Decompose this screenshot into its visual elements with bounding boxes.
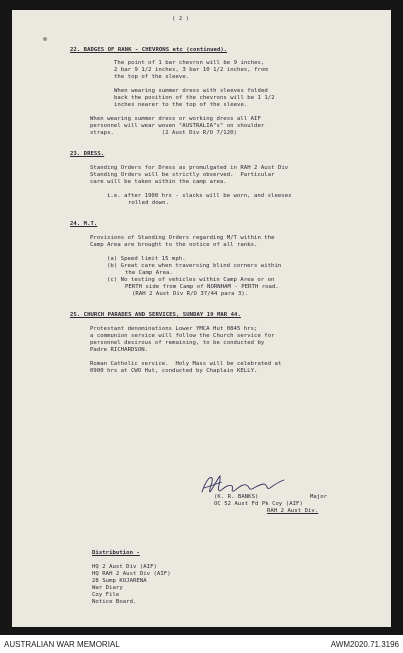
section-25-line: Protestant denominations Lower YMCA Hut 0845 hrs;: [90, 326, 258, 332]
page-number: ( 2 ): [172, 16, 190, 22]
signatory-name: (K. R. BANKS): [214, 494, 259, 500]
section-22-line: When wearing summer dress with sleeves folded: [114, 88, 268, 94]
section-25-line: 0900 hrs at CWO Hut, conducted by Chaplain KELLY.: [90, 368, 258, 374]
section-22-line: straps. (2 Aust Div R/O 7/120): [90, 130, 237, 136]
document-page: [12, 10, 391, 627]
section-24-line: (RAH 2 Aust Div R/O 37/44 para 3).: [132, 291, 249, 297]
section-22-line: When wearing summer dress or working dress all AIF: [90, 116, 261, 122]
document-text: [12, 10, 391, 627]
distribution-item: HQ 2 Aust Div (AIF): [92, 564, 157, 570]
distribution-item: War Diary: [92, 585, 123, 591]
section-22-line: the top of the sleeve.: [114, 74, 190, 80]
distribution-item: HQ RAH 2 Aust Div (AIF): [92, 571, 171, 577]
section-22-heading: 22. BADGES OF RANK - CHEVRONS etc (continued).: [70, 47, 228, 53]
accession-number: AWM2020.71.3196: [330, 640, 399, 649]
section-25-line: personnel desirous of remaining, to be conducted by: [90, 340, 265, 346]
section-24-line: (b) Great care when traversing blind corners within: [107, 263, 282, 269]
section-22-line: 2 bar 9 1/2 inches, 3 bar 10 1/2 inches, from: [114, 67, 268, 73]
section-24-line: (c) No testing of vehicles within Camp Area or on: [107, 277, 275, 283]
distribution-item: Notice Board.: [92, 599, 137, 605]
section-22-line: personnel will wear woven "AUSTRALIA"s" on shoulder: [90, 123, 265, 129]
section-24-line: Provisions of Standing Orders regarding M/T within the: [90, 235, 275, 241]
section-23-line: care will be taken within the camp area.: [90, 179, 227, 185]
signatory-rank: Major: [310, 494, 328, 500]
signatory-unit-secondary: RAH 2 Aust Div.: [267, 508, 319, 514]
distribution-item: Coy File: [92, 592, 120, 598]
section-24-line: the Camp Area.: [125, 270, 173, 276]
section-22-line: inches nearer to the top of the sleeve.: [114, 102, 248, 108]
archive-footer: [0, 635, 403, 653]
section-23-line: Standing Orders will be strictly observed. Particular: [90, 172, 275, 178]
section-24-line: (a) Speed limit 15 mph.: [107, 256, 186, 262]
section-23-heading: 23. DRESS.: [70, 151, 105, 157]
section-24-heading: 24. M.T.: [70, 221, 98, 227]
section-22-line: The point of 1 bar chevron will be 9 inches,: [114, 60, 265, 66]
section-25-line: a communion service will follow the Church service for: [90, 333, 275, 339]
distribution-item: 28 Sump KOJARENA: [92, 578, 147, 584]
handwritten-signature: [198, 472, 288, 496]
section-22-line: back the position of the chevrons will be 1 1/2: [114, 95, 275, 101]
section-23-line: i.e. after 1900 hrs - slacks will be worn, and sleeves: [107, 193, 292, 199]
distribution-heading: Distribution -: [92, 550, 140, 556]
section-25-heading: 25. CHURCH PARADES AND SERVICES, SUNDAY 19 MAR 44.: [70, 312, 241, 318]
section-25-line: Padre RICHARDSON.: [90, 347, 149, 353]
section-23-line: Standing Orders for Dress as promulgated in RAH 2 Aust Div: [90, 165, 289, 171]
section-23-line: rolled down.: [128, 200, 170, 206]
section-24-line: Camp Area are brought to the notice of all ranks.: [90, 242, 258, 248]
section-25-line: Roman Catholic service. Holy Mass will be celebrated at: [90, 361, 282, 367]
section-24-line: PERTH side from Camp of NORNHAM - PERTH road.: [125, 284, 279, 290]
signatory-unit: OC 52 Aust Fd Pk Coy (AIF): [214, 501, 303, 507]
institution-label: AUSTRALIAN WAR MEMORIAL: [4, 640, 120, 649]
